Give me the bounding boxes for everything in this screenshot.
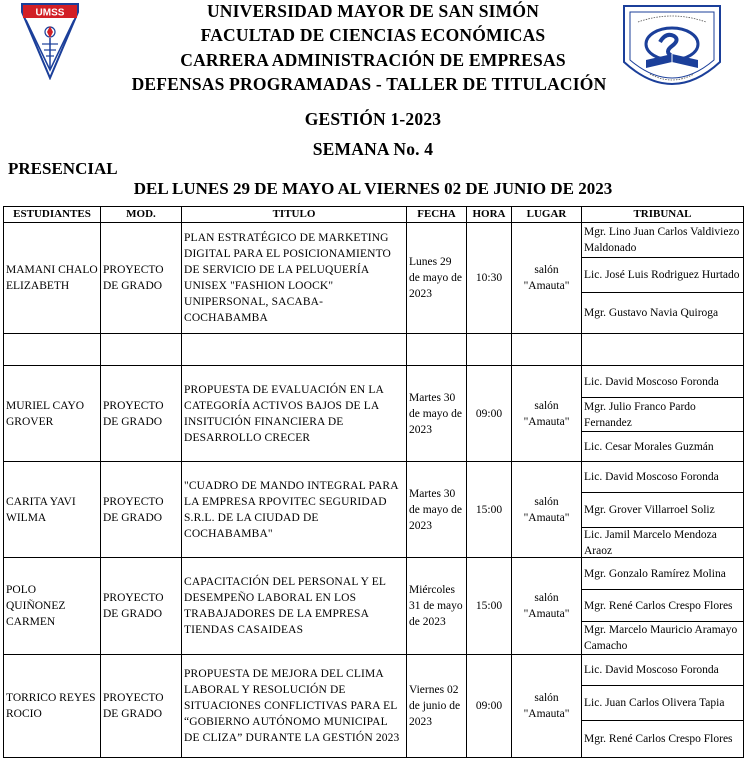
- umss-logo-text: UMSS: [35, 7, 65, 19]
- empty-cell: [101, 334, 182, 366]
- place-cell: salón "Amauta": [512, 223, 582, 334]
- tribunal-cell: [582, 223, 744, 334]
- tribunal-cell: [582, 366, 744, 462]
- col-header-mod: MOD.: [101, 207, 182, 223]
- thesis-title: CAPACITACIÓN DEL PERSONAL Y EL DESEMPEÑO LABORAL EN LOS TRABAJADORES DE LA EMPRESA TIENDAS CASAIDEAS: [182, 558, 407, 655]
- modality-cell: PROYECTO DE GRADO: [101, 223, 182, 334]
- thesis-title: PROPUESTA DE MEJORA DEL CLIMA LABORAL Y RESOLUCIÓN DE SITUACIONES CONFLICTIVAS PARA EL “GOBIERNO AUTÓNOMO MUNICIPAL DE CLIZA” DURANTE LA GESTIÓN 2023: [182, 655, 407, 758]
- tribunal-member: Lic. David Moscoso Foronda: [584, 375, 719, 388]
- date-cell: Lunes 29 de mayo de 2023: [407, 223, 467, 334]
- faculty-name: FACULTAD DE CIENCIAS ECONÓMICAS: [200, 25, 546, 45]
- col-header-tribunal: TRIBUNAL: [582, 207, 744, 223]
- date-cell: Martes 30 de mayo de 2023: [407, 462, 467, 558]
- tribunal-member: Mgr. Julio Franco Pardo Fernandez: [582, 397, 743, 431]
- tribunal-member: Mgr. Marcelo Mauricio Aramayo Camacho: [582, 621, 743, 654]
- tribunal-member: Lic. David Moscoso Foronda: [584, 664, 719, 676]
- thesis-title: "CUADRO DE MANDO INTEGRAL PARA LA EMPRESA RPOVITEC SEGURIDAD S.R.L. DE LA CIUDAD DE COCHABAMBA": [182, 462, 407, 558]
- col-header-time: HORA: [467, 207, 512, 223]
- modality-cell: PROYECTO DE GRADO: [101, 655, 182, 758]
- place-cell: salón "Amauta": [512, 655, 582, 758]
- time-cell: 15:00: [467, 558, 512, 655]
- tribunal-member: Mgr. Lino Juan Carlos Valdiviezo Maldonado: [584, 226, 740, 254]
- table-row: [4, 223, 744, 334]
- student-name: MURIEL CAYO GROVER: [4, 366, 101, 462]
- empty-cell: [407, 334, 467, 366]
- table-row: [4, 366, 744, 462]
- modality-label: PRESENCIAL: [8, 159, 118, 178]
- place-cell: salón "Amauta": [512, 462, 582, 558]
- col-header-title: TITULO: [182, 207, 407, 223]
- modality-cell: PROYECTO DE GRADO: [101, 558, 182, 655]
- tribunal-member: Lic. Jamil Marcelo Mendoza Araoz: [582, 527, 743, 557]
- table-row: [4, 558, 744, 655]
- program-title: DEFENSAS PROGRAMADAS - TALLER DE TITULACIÓN: [131, 74, 607, 94]
- empty-cell: [512, 334, 582, 366]
- thesis-title: PROPUESTA DE EVALUACIÓN EN LA CATEGORÍA ACTIVOS BAJOS DE LA INSITUCIÓN FINANCIERA DE DESARROLLO CRECER: [182, 366, 407, 462]
- empty-cell: [467, 334, 512, 366]
- tribunal-cell: [582, 462, 744, 558]
- modality-cell: PROYECTO DE GRADO: [101, 366, 182, 462]
- table-row: [4, 462, 744, 558]
- tribunal-cell: [582, 558, 744, 655]
- place-cell: salón "Amauta": [512, 558, 582, 655]
- student-name: TORRICO REYES ROCIO: [4, 655, 101, 758]
- table-row: [4, 655, 744, 758]
- tribunal-member: Mgr. René Carlos Crespo Flores: [582, 589, 743, 621]
- place-cell: salón "Amauta": [512, 366, 582, 462]
- col-header-date: FECHA: [407, 207, 467, 223]
- student-name: POLO QUIÑONEZ CARMEN: [4, 558, 101, 655]
- date-cell: Miércoles 31 de mayo de 2023: [407, 558, 467, 655]
- empty-cell: [582, 334, 744, 366]
- empty-row: [4, 334, 744, 366]
- tribunal-member: Lic. José Luis Rodriguez Hurtado: [582, 257, 743, 292]
- tribunal-member: Lic. Juan Carlos Olivera Tapia: [582, 685, 743, 720]
- student-name: CARITA YAVI WILMA: [4, 462, 101, 558]
- tribunal-member: Lic. David Moscoso Foronda: [584, 471, 719, 483]
- student-name: MAMANI CHALO ELIZABETH: [4, 223, 101, 334]
- tribunal-member: Lic. Cesar Morales Guzmán: [582, 431, 743, 461]
- time-cell: 09:00: [467, 655, 512, 758]
- date-range: DEL LUNES 29 DE MAYO AL VIERNES 02 DE JUNIO DE 2023: [133, 179, 613, 198]
- date-cell: Martes 30 de mayo de 2023: [407, 366, 467, 462]
- defense-schedule-table: [3, 206, 744, 758]
- empty-cell: [182, 334, 407, 366]
- tribunal-member: Mgr. Grover Villarroel Soliz: [582, 492, 743, 527]
- col-header-place: LUGAR: [512, 207, 582, 223]
- table-header-row: [4, 207, 744, 223]
- time-cell: 10:30: [467, 223, 512, 334]
- time-cell: 09:00: [467, 366, 512, 462]
- col-header-students: ESTUDIANTES: [4, 207, 101, 223]
- tribunal-member: Mgr. René Carlos Crespo Flores: [582, 720, 743, 757]
- semana-title: SEMANA No. 4: [312, 139, 434, 159]
- gestion-title: GESTIÓN 1-2023: [304, 109, 442, 129]
- tribunal-member: Mgr. Gustavo Navia Quiroga: [582, 292, 743, 333]
- university-name: UNIVERSIDAD MAYOR DE SAN SIMÓN: [206, 1, 540, 21]
- career-name: CARRERA ADMINISTRACIÓN DE EMPRESAS: [180, 50, 566, 70]
- tribunal-cell: [582, 655, 744, 758]
- empty-cell: [4, 334, 101, 366]
- time-cell: 15:00: [467, 462, 512, 558]
- thesis-title: PLAN ESTRATÉGICO DE MARKETING DIGITAL PARA EL POSICIONAMIENTO DE SERVICIO DE LA PELUQUERÍA UNISEX "FASHION LOOCK" UNIPERSONAL, SACABA-COCHABAMBA: [182, 223, 407, 334]
- modality-cell: PROYECTO DE GRADO: [101, 462, 182, 558]
- date-cell: Viernes 02 de junio de 2023: [407, 655, 467, 758]
- tribunal-member: Mgr. Gonzalo Ramírez Molina: [584, 567, 726, 580]
